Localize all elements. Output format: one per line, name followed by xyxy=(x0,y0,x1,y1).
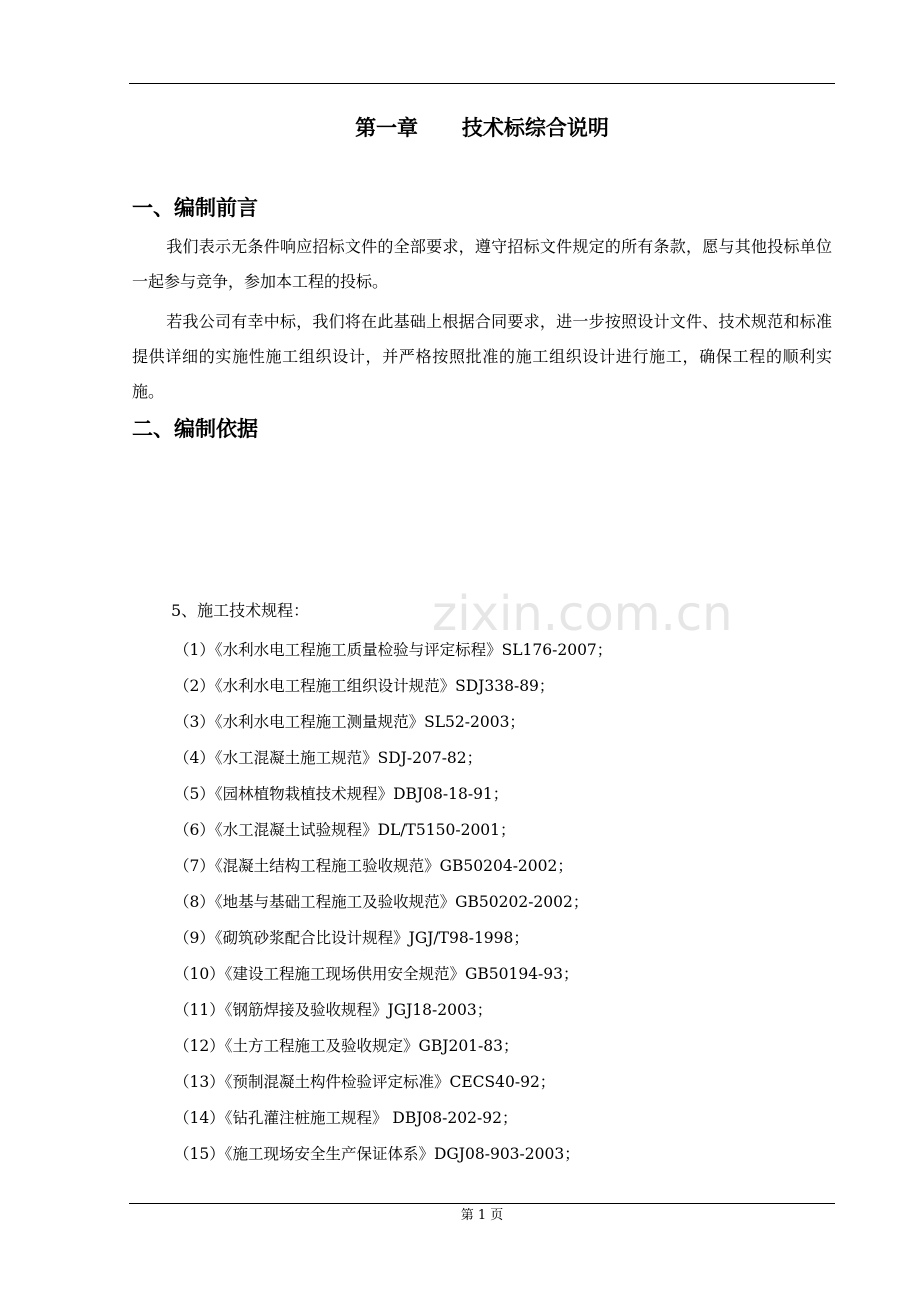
spec-item: （6）《水工混凝土试验规程》DL/T5150-2001； xyxy=(174,821,516,839)
header-rule xyxy=(129,83,835,84)
section-heading-preface: 一、编制前言 xyxy=(132,196,258,220)
spec-item: （4）《水工混凝土施工规范》SDJ-207-82； xyxy=(174,749,483,767)
preface-paragraph-1 xyxy=(132,229,832,299)
section-heading-basis: 二、编制依据 xyxy=(132,417,258,441)
spec-item: （14）《钻孔灌注桩施工规程》 DBJ08-202-92； xyxy=(174,1109,518,1127)
spec-item: （15）《施工现场安全生产保证体系》DGJ08-903-2003； xyxy=(174,1145,580,1163)
spec-item: （5）《园林植物栽植技术规程》DBJ08-18-91； xyxy=(174,785,509,803)
spec-item: （12）《土方工程施工及验收规定》GBJ201-83； xyxy=(174,1037,519,1055)
spec-item: （10）《建设工程施工现场供用安全规范》GB50194-93； xyxy=(174,965,579,983)
spec-item: （7）《混凝土结构工程施工验收规范》GB50204-2002； xyxy=(174,857,573,875)
spec-list xyxy=(174,635,612,1175)
chapter-title: 第一章 技术标综合说明 xyxy=(355,116,609,140)
spec-item: （11）《钢筋焊接及验收规程》JGJ18-2003； xyxy=(174,1001,493,1019)
spec-item: （8）《地基与基础工程施工及验收规范》GB50202-2002； xyxy=(174,893,589,911)
spec-list-title: 5、施工技术规程： xyxy=(171,601,310,620)
spec-item: （3）《水利水电工程施工测量规范》SL52-2003； xyxy=(174,713,525,731)
preface-paragraph-2 xyxy=(132,304,832,409)
preface-paragraph-2-text: 若我公司有幸中标，我们将在此基础上根据合同要求，进一步按照设计文件、技术规范和标准提供详细的实施性施工组织设计，并严格按照批准的施工组织设计进行施工，确保工程的顺利实施。 xyxy=(132,312,832,401)
preface-paragraph-1-text: 我们表示无条件响应招标文件的全部要求，遵守招标文件规定的所有条款，愿与其他投标单位一起参与竞争，参加本工程的投标。 xyxy=(132,237,832,291)
page-number: 第 1 页 xyxy=(460,1208,504,1223)
spec-item: （1）《水利水电工程施工质量检验与评定标程》SL176-2007； xyxy=(174,641,613,659)
watermark: zixin.com.cn xyxy=(432,586,733,642)
spec-item: （9）《砌筑砂浆配合比设计规程》JGJ/T98-1998； xyxy=(174,929,529,947)
footer-rule xyxy=(129,1203,835,1204)
spec-item: （13）《预制混凝土构件检验评定标准》CECS40-92； xyxy=(174,1073,556,1091)
spec-item: （2）《水利水电工程施工组织设计规范》SDJ338-89； xyxy=(174,677,555,695)
